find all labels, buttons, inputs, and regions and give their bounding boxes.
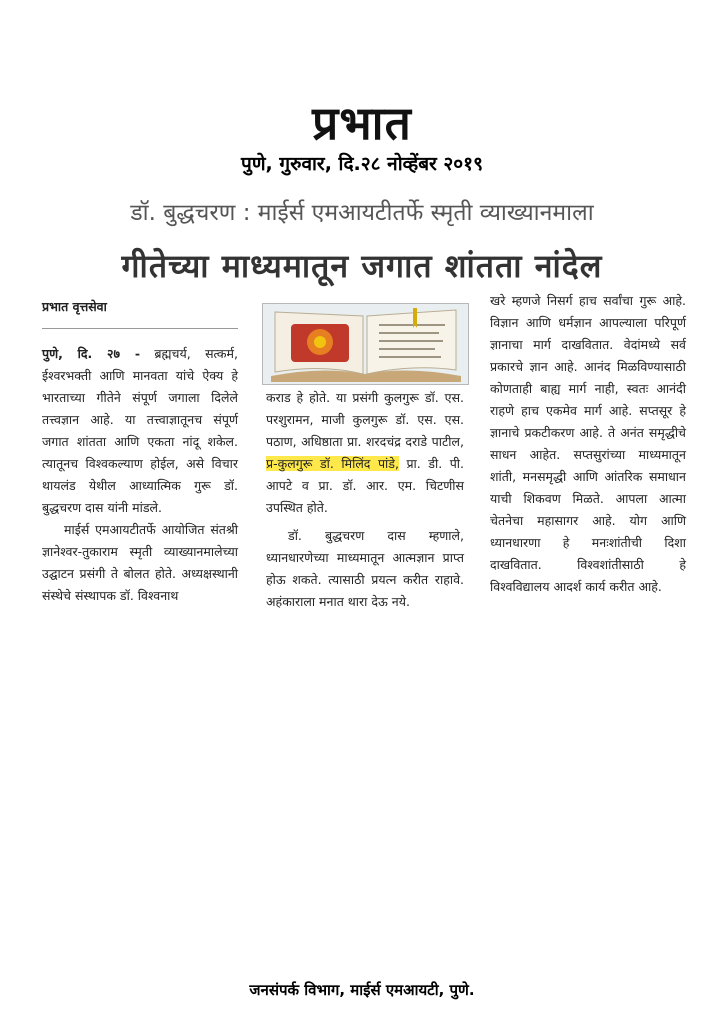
- open-book-illustration: [263, 304, 468, 384]
- article-photo: [262, 303, 469, 385]
- paragraph-text: कराड हे होते. या प्रसंगी कुलगुरू डॉ. एस. परशुरामन, माजी कुलगुरू डॉ. एस. एस. पठाण, अधिष्ठाता प्रा. शरदचंद्र दराडे पाटील,: [266, 390, 464, 449]
- article-column-2: [266, 387, 464, 613]
- highlighted-name: प्र-कुलगुरू डॉ. मिलिंद पांडे,: [266, 456, 399, 471]
- article-headline: गीतेच्या माध्यमातून जगात शांतता नांदेल: [121, 247, 603, 285]
- dateline-place: पुणे, दि. २७ -: [42, 346, 141, 361]
- paragraph-text: प्रा. डी. पी. आपटे व प्रा. डॉ. आर. एम. चिटणीस उपस्थित होते.: [266, 456, 464, 515]
- article-column-1: [42, 296, 238, 607]
- newspaper-masthead: प्रभात: [312, 96, 412, 150]
- issue-dateline: पुणे, गुरुवार, दि.२८ नोव्हेंबर २०१९: [241, 153, 483, 175]
- article-kicker: डॉ. बुद्धचरण : माईर्स एमआयटीतर्फे स्मृती व्याख्यानमाला: [130, 200, 594, 226]
- byline: प्रभात वृत्तसेवा: [42, 299, 107, 314]
- paragraph-text: ब्रह्मचर्य, सत्कर्म, ईश्वरभक्ती आणि मानवता यांचे ऐक्य हे भारताच्या गीतेने संपूर्ण जगाला दिलेले तत्त्वज्ञान आहे. या तत्त्वाज्ञातूनच संपूर्ण जगात शांतता आणि एकता नांदू शकेल. त्यातूनच विश्वकल्याण होईल, असे विचार थायलंड येथील आध्यात्मिक गुरू डॉ. बुद्धचरण दास यांनी मांडले.: [42, 346, 238, 515]
- article-column-3: [490, 290, 686, 598]
- paragraph: खरे म्हणजे निसर्ग हाच सर्वांचा गुरू आहे. विज्ञान आणि धर्मज्ञान आपल्याला परिपूर्ण ज्ञानाचा मार्ग दाखवितात. वेदांमध्ये सर्व प्रकारचे ज्ञान आहे. आनंद मिळविण्यासाठी कोणताही बाह्य मार्ग नाही, स्वतः आनंदी राहणे हाच एकमेव मार्ग आहे. सप्तसूर हे ज्ञानाचे प्रकटीकरण आहे. ते अनंत समृद्धीचे साधन आहेत. सप्तसुरांच्या माध्यमातून शांती, मनसमृद्धी आणि आंतरिक समाधान याची शिकवण मिळते. आपला आत्मा चेतनेचा महासागर आहे. योग आणि ध्यानधारणा हे मनःशांतीची दिशा दाखवितात. विश्वशांतीसाठी हे विश्वविद्यालय आदर्श कार्य करीत आहे.: [490, 293, 686, 594]
- paragraph: [42, 343, 238, 519]
- paragraph: डॉ. बुद्धचरण दास म्हणाले, ध्यानधारणेच्या माध्यमातून आत्मज्ञान प्राप्त होऊ शकते. त्यासाठी प्रयत्न करीत राहावे. अहंकाराला मनात थारा देऊ नये.: [266, 528, 464, 609]
- page-footer-credit: जनसंपर्क विभाग, माईर्स एमआयटी, पुणे.: [249, 981, 475, 999]
- byline-rule: [42, 328, 238, 329]
- paragraph: माईर्स एमआयटीतर्फे आयोजित संतश्री ज्ञानेश्वर-तुकाराम स्मृती व्याख्यानमालेच्या उद्घाटन प्रसंगी ते बोलत होते. अध्यक्षस्थानी संस्थेचे संस्थापक डॉ. विश्वनाथ: [42, 522, 238, 603]
- paragraph: [266, 387, 464, 519]
